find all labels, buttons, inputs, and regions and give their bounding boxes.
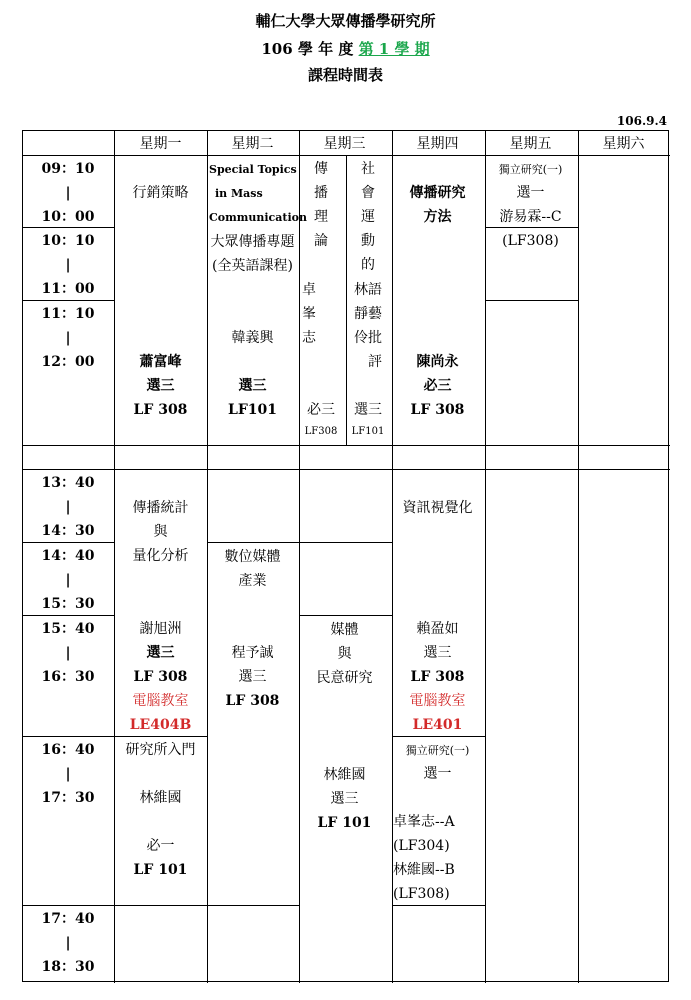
course-thu-pm: 資訊視覺化 [402,500,473,516]
course-wed-am-b-type: 選三 [354,402,382,418]
course-mon-am-info: 蕭富峰 選三 LF 308 [133,354,188,418]
day-sat: 星期六 [602,136,645,152]
course-fri-am: 獨立研究(一) 選一 游易霖--C (LF308) [498,163,563,249]
day-fri: 星期五 [509,136,552,152]
course-thu-pm-info: 賴盈如 選三 LF 308 電腦教室 LE401 [409,621,466,733]
time-label: 17：40 | 18：30 [41,911,95,975]
course-tue-am-info: 選三 LF101 [227,378,277,418]
school-title: 輔仁大學大眾傳播學研究所 [255,12,436,30]
course-thu-am-info: 陳尚永 必三 LF 308 [410,354,465,418]
course-wed-am-b-room: LF101 [351,426,385,437]
time-label: 16：40 | 17：30 [41,742,95,806]
course-thu-am: 傳播研究 方法 [409,185,466,225]
course-tue-am: 大眾傳播專題 (全英語課程) [210,234,295,274]
semester-line [0,38,691,59]
doc-date: 106.9.4 [616,114,667,128]
schedule-title: 課程時間表 [307,66,383,84]
course-thu-pm2-info: 卓峯志--A (LF304) 林維國--B (LF308) [393,814,455,902]
course-wed-am-a: 傳 播 理 論 [314,161,328,249]
semester: 第 1 學 期 [358,40,430,58]
day-tue: 星期二 [231,136,274,152]
course-tue-am-teacher: 韓義興 [231,330,274,346]
time-label: 15：40 | 16：30 [41,621,95,685]
course-wed-pm-info: 林維國 選三 LF 101 [317,767,372,831]
course-mon-pm2: 研究所入門 林維國 必一 LF 101 [125,742,196,878]
course-wed-am-b-teacher: 林語 靜藝 伶批 評 [354,282,382,370]
course-wed-am-b: 社 會 運 動 的 [361,161,375,273]
year: 106 [261,40,293,58]
day-thu: 星期四 [416,136,459,152]
course-wed-am-a-room: LF308 [304,426,338,437]
time-label: 11：10 | 12：00 [41,306,95,370]
time-label: 09：10 | 10：00 [41,161,95,225]
course-thu-pm2: 獨立研究(一) 選一 [405,744,470,782]
course-mon-pm: 傳播統計 與 量化分析 [132,500,189,564]
time-label: 14：40 | 15：30 [41,548,95,612]
course-wed-am-a-teacher: 卓 峯 志 [302,282,316,346]
course-tue-pm-info: 程予誠 選三 LF 308 [225,645,280,709]
day-mon: 星期一 [139,136,182,152]
day-wed: 星期三 [323,136,366,152]
course-wed-pm: 媒體 與 民意研究 [316,622,373,686]
course-wed-am-a-type: 必三 [307,402,335,418]
course-tue-pm: 數位媒體 產業 [224,549,281,589]
course-mon-am: 行銷策略 [132,185,189,201]
course-tue-am-en: Special Topics in Mass Communication [209,163,307,224]
time-label: 13：40 | 14：30 [41,475,95,539]
year-label: 學 年 度 [297,40,354,58]
time-label: 10：10 | 11：00 [41,233,95,297]
course-mon-pm-info: 謝旭洲 選三 LF 308 電腦教室 LE404B [129,621,192,733]
